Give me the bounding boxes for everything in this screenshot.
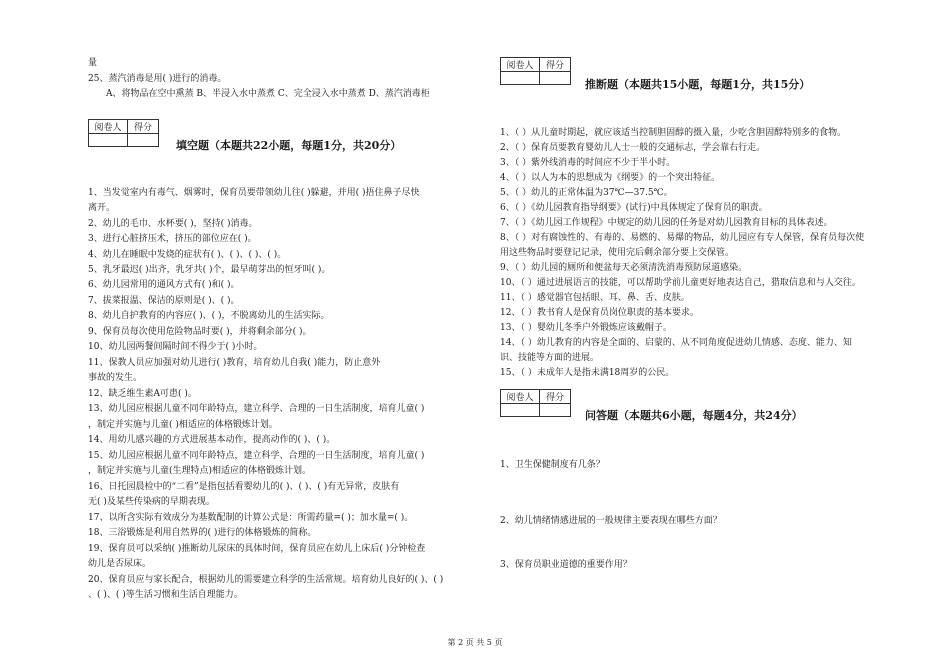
section-title: 问答题（本题共6小题，每题4分，共24分）: [585, 409, 803, 422]
judge-item: 9、（ ）幼儿园的厕所和便盆每天必须清洗消毒预防尿道感染。: [500, 263, 748, 273]
score-cell[interactable]: [540, 72, 571, 85]
score-box: [500, 57, 571, 85]
judge-item: 8、（ ）对有腐蚀性的、有毒的、易燃的、易爆的物品，幼儿园应有专人保管，保育员每次使: [500, 233, 865, 243]
score-cell[interactable]: [540, 404, 571, 417]
judge-item: 1、（ ）从儿童时期起，就应该适当控制胆固醇的摄入量，少吃含胆固醇特别多的食物。: [500, 128, 847, 138]
grader-cell[interactable]: [501, 72, 540, 85]
score-cell[interactable]: [128, 134, 159, 147]
page-number: 第 2 页 共 5 页: [447, 638, 503, 647]
judge-item: 用这些物品时要登记记录，使用完后剩余部分要上交保管。: [500, 248, 735, 258]
question-text: 14、用幼儿感兴趣的方式进展基本动作，提高动作的( )、( )。: [88, 435, 336, 445]
judge-item: 13、（ ）婴幼儿冬季户外锻炼应该戴帽子。: [500, 323, 672, 333]
question-text: 2、幼儿的毛巾、水杯要( )，坚持( )消毒。: [88, 219, 258, 229]
question-text: 3、进行心脏挤压术，挤压的部位应在( )。: [88, 234, 257, 244]
judge-item: 15、（ ）未成年人是指未满18周岁的公民。: [500, 368, 675, 378]
question-text: 幼儿是否尿床。: [88, 559, 152, 569]
question-text: 事故的发生。: [88, 373, 143, 383]
qa-item: 1、卫生保健制度有几条？: [500, 460, 605, 470]
score-box: [88, 119, 159, 147]
score-box: [500, 389, 571, 417]
grader-label: 阅卷人: [501, 390, 540, 404]
question-text: 无( )及某些传染病的早期表现。: [88, 497, 215, 507]
question-text: 8、幼儿自护教育的内容应( )、( )，不脱离幼儿的生活实际。: [88, 311, 330, 321]
judge-item: 7、（ ）《幼儿园工作规程》中规定的幼儿园的任务是对幼儿园教育目标的具体表述。: [500, 218, 833, 228]
score-label: 得分: [128, 120, 159, 134]
judge-item: 识、技能等方面的进展。: [500, 353, 600, 363]
question-text: 4、幼儿在睡眠中发烧的症状有( )、( )、( )、( )。: [88, 250, 287, 260]
question-text: 15、幼儿园应根据儿童不同年龄特点，建立科学、合理的一日生活制度，培育儿童( ): [88, 451, 425, 461]
question-text: 7、拔菜报温、保洁的原则是( )、( )。: [88, 296, 240, 306]
question-text: 25、蒸汽消毒是用( )进行的消毒。: [88, 74, 227, 84]
question-text: 10、幼儿园两餐间隔时间不得少于( )小时。: [88, 342, 263, 352]
section-title: 填空题（本题共22小题，每题1分，共20分）: [176, 139, 402, 152]
judge-item: 10、（ ）通过进展语言的技能，可以帮助学前儿童更好地表达自己，猎取信息和与人交往。: [500, 278, 861, 288]
section-title: 推断题（本题共15小题，每题1分，共15分）: [585, 78, 811, 91]
question-text: 12、缺乏维生素A可患( )。: [88, 389, 197, 399]
grader-cell[interactable]: [89, 134, 128, 147]
question-text: 13、幼儿园应根据儿童不同年龄特点，建立科学、合理的一日生活制度，培育儿童( ): [88, 404, 425, 414]
judge-item: 11、（ ）感觉器官包括眼、耳、鼻、舌、皮肤。: [500, 293, 690, 303]
judge-item: 6、（ ）《幼儿园教育指导纲要》(试行)中具体规定了保育员的职责。: [500, 203, 768, 213]
question-text: 离开。: [88, 203, 116, 213]
judge-item: 2、（ ）保育员要教育婴幼儿人士一般的交通标志，学会靠右行走。: [500, 143, 766, 153]
qa-item: 2、幼儿情绪情感进展的一般规律主要表现在哪些方面？: [500, 516, 722, 526]
question-text: 5、乳牙最迟( )出齐，乳牙共( )个，最早萌芽出的恒牙叫( )。: [88, 265, 331, 275]
question-text: 19、保育员可以采纳( )推断幼儿尿床的具体时间，保育员应在幼儿上床后( )分钟检查: [88, 544, 426, 554]
score-label: 得分: [540, 58, 571, 72]
question-text: 20、保育员应与家长配合，根据幼儿的需要建立科学的生活常规。培育幼儿良好的( )、( ): [88, 575, 444, 585]
question-text: 、( )、( )等生活习惯和生活自理能力。: [88, 590, 243, 600]
grader-label: 阅卷人: [501, 58, 540, 72]
question-text: 17、以所含实际有效成分为基数配制的计算公式是：所需药量=( )；加水量=( )。: [88, 513, 414, 523]
grader-cell[interactable]: [501, 404, 540, 417]
score-label: 得分: [540, 390, 571, 404]
judge-item: 14、（ ）幼儿教育的内容是全面的、启蒙的、从不同角度促进幼儿情感、态度、能力、知: [500, 338, 852, 348]
question-text: 9、保育员每次使用危险物品时要( )，并将剩余部分( )。: [88, 327, 312, 337]
question-text: 18、三浴锻炼是利用自然界的( )进行的体格锻炼的简称。: [88, 528, 317, 538]
question-text: 16、日托园晨检中的“二看”是指包括看婴幼儿的( )、( )、( )有无异常，皮肤有: [88, 482, 400, 492]
question-text: 11、保教人员应加强对幼儿进行( )教育，培育幼儿自我( )能力，防止意外: [88, 358, 381, 368]
question-text: ，制定并实施与儿童( )相适应的体格锻炼计划。: [88, 420, 278, 430]
judge-item: 5、（ ）幼儿的正常体温为37℃—37.5℃。: [500, 188, 673, 198]
question-text: 量: [88, 58, 98, 68]
qa-item: 3、保育员职业道德的重要作用？: [500, 560, 632, 570]
judge-item: 4、（ ）以人为本的思想成为《纲要》的一个突出特征。: [500, 173, 721, 183]
question-text: ，制定并实施与儿童(生理特点)相适应的体格锻炼计划。: [88, 466, 312, 476]
question-text: 6、幼儿园常用的通风方式有( )和( )。: [88, 280, 240, 290]
question-options: A、将物品在空中熏蒸 B、半浸入水中蒸煮 C、完全浸入水中蒸煮 D、蒸汽消毒柜: [106, 89, 430, 99]
judge-item: 3、（ ）紫外线消毒的时间应不少于半小时。: [500, 158, 676, 168]
question-text: 1、当发觉室内有毒气、烟雾时，保育员要带领幼儿往( )躲避，并用( )捂住鼻子尽快: [88, 188, 420, 198]
grader-label: 阅卷人: [89, 120, 128, 134]
judge-item: 12、（ ）教书育人是保育员岗位职责的基本要求。: [500, 308, 699, 318]
